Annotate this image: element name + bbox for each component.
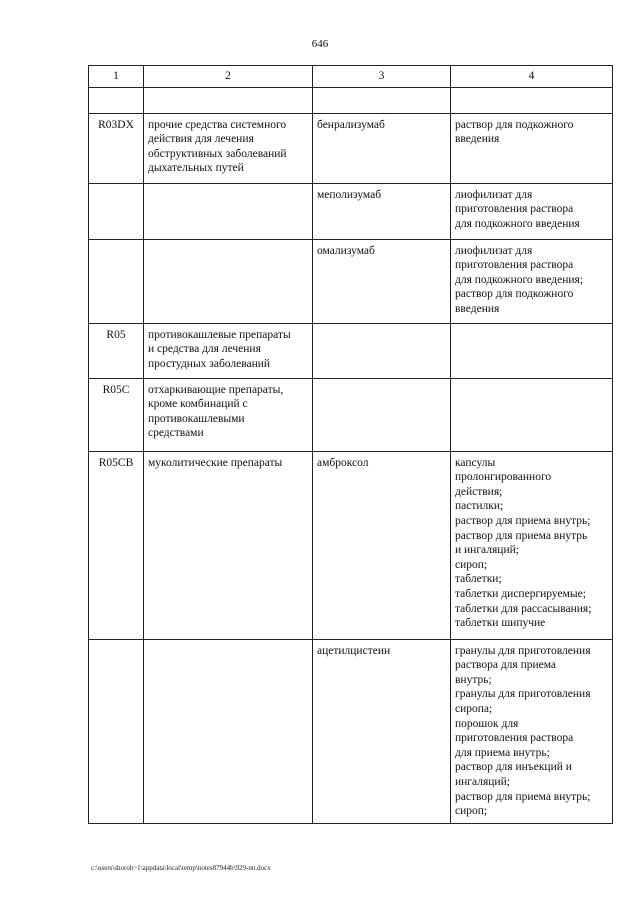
table-row (89, 183, 613, 239)
header-cell-code: 1 (89, 66, 144, 88)
cell-forms-text: раствор для подкожного введения (455, 118, 574, 146)
cell-substance (313, 113, 451, 183)
cell-substance-text: омализумаб (317, 244, 375, 257)
cell-code (89, 639, 144, 823)
table-row (89, 451, 613, 639)
cell-code (89, 378, 144, 451)
cell-substance (313, 183, 451, 239)
cell-code (89, 239, 144, 323)
cell-forms (451, 639, 613, 823)
table-row (89, 323, 613, 378)
cell-group-text: отхаркивающие препараты, кроме комбинаций с противокашлевыми средствами (148, 383, 284, 440)
cell-substance (313, 323, 451, 378)
footer-file-path: c:\users\shoroh~1\appdata\local\temp\notes87944b\929-nn.docx (91, 864, 271, 872)
cell-forms (451, 239, 613, 323)
cell-forms-text: лиофилизат для приготовления раствора для подкожного введения (455, 188, 580, 230)
table-row (89, 239, 613, 323)
header-cell-group: 2 (144, 66, 313, 88)
header-cell-substance: 3 (313, 66, 451, 88)
cell-substance (313, 87, 451, 113)
cell-forms (451, 378, 613, 451)
cell-forms-text: капсулы пролонгированного действия; пастилки; раствор для приема внутрь; раствор для приема внутрь и ингаляций; сироп; таблетки; таблетки диспергируемые; таблетки для рассасывания; таблетки шипучие (455, 456, 592, 630)
table-row (89, 639, 613, 823)
cell-code (89, 451, 144, 639)
cell-code (89, 183, 144, 239)
cell-forms (451, 87, 613, 113)
page-number: 646 (311, 38, 329, 50)
cell-code (89, 323, 144, 378)
cell-code-text: R05CB (98, 456, 134, 469)
cell-substance-text: ацетилцистеин (317, 644, 391, 657)
cell-group (144, 639, 313, 823)
cell-substance-text: амброксол (317, 456, 369, 469)
drug-table (88, 65, 613, 824)
cell-group (144, 183, 313, 239)
cell-group-text: противокашлевые препараты и средства для лечения простудных заболеваний (148, 328, 291, 370)
cell-substance-text: меполизумаб (317, 188, 382, 201)
cell-code-text: R03DX (98, 118, 134, 131)
cell-group (144, 323, 313, 378)
cell-substance (313, 451, 451, 639)
cell-code-text: R05 (106, 328, 126, 341)
cell-code (89, 87, 144, 113)
cell-substance (313, 639, 451, 823)
header-row (89, 66, 613, 88)
cell-forms (451, 451, 613, 639)
cell-forms (451, 323, 613, 378)
header-cell-forms: 4 (451, 66, 613, 88)
cell-code (89, 113, 144, 183)
cell-substance (313, 378, 451, 451)
cell-group (144, 113, 313, 183)
cell-forms (451, 183, 613, 239)
cell-group (144, 239, 313, 323)
cell-substance-text: бенрализумаб (317, 118, 385, 131)
cell-group (144, 87, 313, 113)
cell-forms (451, 113, 613, 183)
cell-group (144, 451, 313, 639)
cell-group (144, 378, 313, 451)
cell-forms-text: лиофилизат для приготовления раствора для подкожного введения; раствор для подкожного введения (455, 244, 584, 315)
cell-substance (313, 239, 451, 323)
table-row (89, 113, 613, 183)
table-row (89, 378, 613, 451)
table-row (89, 87, 613, 113)
cell-group-text: муколитические препараты (148, 456, 283, 469)
cell-forms-text: гранулы для приготовления раствора для приема внутрь; гранулы для приготовления сиропа; порошок для приготовления раствора для приема внутрь; раствор для инъекций и ингаляций; раствор для приема внутрь; сироп; (455, 644, 591, 818)
cell-code-text: R05C (102, 383, 130, 396)
cell-group-text: прочие средства системного действия для лечения обструктивных заболеваний дыхательных путей (148, 118, 287, 175)
